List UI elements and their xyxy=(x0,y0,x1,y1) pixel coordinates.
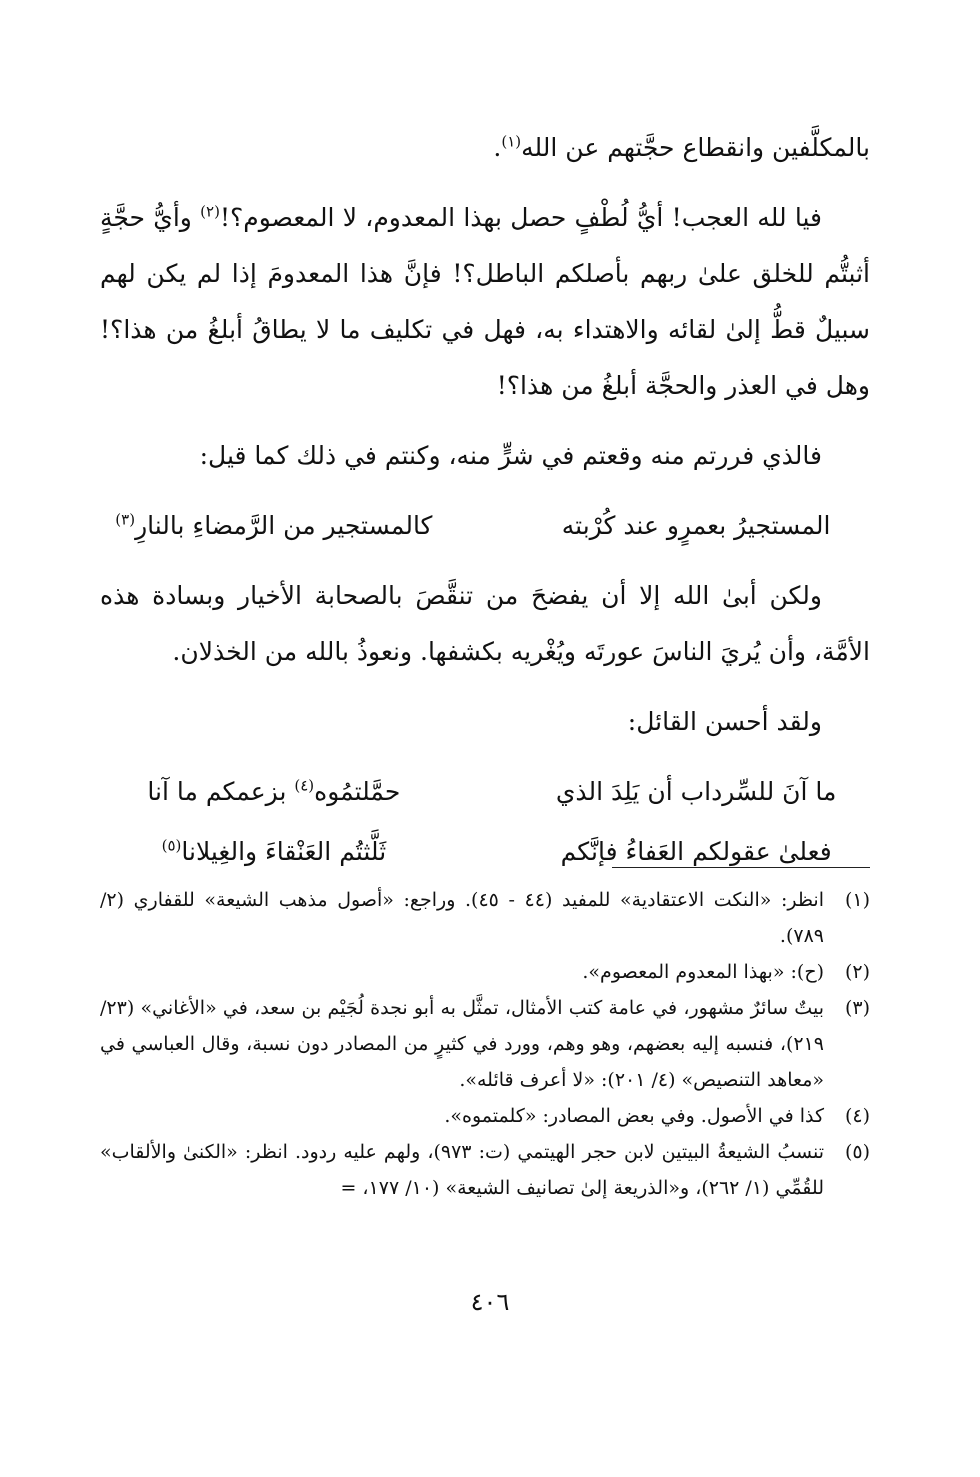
paragraph-4-text: ولكن أبىٰ الله إلا أن يفضحَ من تنقَّصَ بالصحابة الأخيار وبسادة هذه الأمَّة، وأن يُريَ الناسَ عورتَه ويُغْريه بكشفها. ونعوذُ بالله من الخذلان. xyxy=(100,581,870,666)
footnote-ref-5[interactable]: (٥) xyxy=(161,836,182,855)
footnote-number: (٥) xyxy=(844,1141,870,1163)
footnote-text: بيتٌ سائرٌ مشهور، في عامة كتب الأمثال، تمثَّل به أبو نجدة لُجَيْم بن سعد، في «الأغاني» (٢٣/ ٢١٩)، فنسبه إليه بعضهم، وهو وهم، وورد في كثيرٍ من المصادر دون نسبة، وقال العباسي في «معاهد التنصيص» (٤/ ٢٠١): «لا أعرف قائله». xyxy=(100,997,824,1091)
verse-3-first-text: فعلىٰ عقولكم العَفاءُ فإنَّكم xyxy=(560,837,832,866)
paragraph-2 xyxy=(100,190,870,414)
verse-3-first-hemistich xyxy=(530,824,862,880)
paragraph-3-text: فالذي فررتم منه وقعتم في شرٍّ منه، وكنتم في ذلك كما قيل: xyxy=(199,441,822,470)
paragraph-5 xyxy=(100,694,870,750)
footnote-3 xyxy=(100,990,870,1098)
paragraph-1-end: . xyxy=(493,133,502,162)
verse-2-second-text-a: حمَّلتمُوه xyxy=(314,777,401,806)
verse-2 xyxy=(100,764,870,820)
verse-1-first-text: المستجيرُ بعمرٍو عند كُرْبته xyxy=(561,511,831,540)
paragraph-1-text: بالمكلَّفين وانقطاع حجَّتهم عن الله xyxy=(521,133,870,162)
footnote-1 xyxy=(100,882,870,954)
footnote-text: (ح): «بهذا المعدوم المعصوم». xyxy=(582,961,824,983)
footnote-ref-3[interactable]: (٣) xyxy=(115,510,136,529)
verse-1-first-hemistich xyxy=(530,498,862,554)
main-text xyxy=(100,120,870,904)
verse-3 xyxy=(100,824,870,880)
page-number: ٤٠٦ xyxy=(470,1288,510,1316)
footnote-5 xyxy=(100,1134,870,1206)
verse-3-second-text: ثَلَّثتُم العَنْقاءَ والغِيلانا xyxy=(181,837,387,866)
footnote-number: (٢) xyxy=(844,961,870,983)
footnote-text: تنسبُ الشيعةُ البيتين لابن حجر الهيتمي (ت: ٩٧٣)، ولهم عليه ردود. انظر: «الكنىٰ والألقاب» للقُمِّي (١/ ٢٦٢)، و«الذريعة إلىٰ تصانيف الشيعة» (١٠/ ١٧٧، = xyxy=(100,1141,824,1199)
footnote-number: (٤) xyxy=(844,1105,870,1127)
verse-2-first-hemistich xyxy=(530,764,862,820)
footnote-ref-2[interactable]: (٢) xyxy=(200,202,220,221)
verse-1 xyxy=(100,498,870,554)
verse-2-second-text-b: بزعمكم ما آنا xyxy=(147,777,295,806)
verse-1-second-text: كالمستجير من الرَّمضاءِ بالنارِ xyxy=(135,511,433,540)
verse-1-second-hemistich xyxy=(108,498,440,554)
footnote-4 xyxy=(100,1098,870,1134)
footnotes xyxy=(100,882,870,1206)
poem xyxy=(100,764,870,880)
paragraph-2-text-a: فيا لله العجب! أيُّ لُطْفٍ حصل بهذا المعدوم، لا المعصوم؟! xyxy=(219,203,822,232)
verse-2-first-text: ما آنَ للسِّرداب أن يَلِدَ الذي xyxy=(555,777,837,806)
footnote-number: (١) xyxy=(844,889,870,911)
footnote-text: كذا في الأصول. وفي بعض المصادر: «كلمتموه». xyxy=(444,1105,824,1127)
paragraph-4 xyxy=(100,568,870,680)
footnote-number: (٣) xyxy=(844,997,870,1019)
footnote-separator xyxy=(612,867,870,868)
footnote-ref-1[interactable]: (١) xyxy=(501,132,522,151)
footnote-ref-4[interactable]: (٤) xyxy=(294,776,315,795)
paragraph-5-text: ولقد أحسن القائل: xyxy=(627,707,822,736)
paragraph-1 xyxy=(100,120,870,176)
paragraph-3 xyxy=(100,428,870,484)
paragraph-2-text-b: وأيُّ حجَّةٍ أثبتُّم للخلق علىٰ ربهم بأصلكم الباطل؟! فإنَّ هذا المعدومَ إذا لم يكن لهم سبيلٌ قطُّ إلىٰ لقائه والاهتداء به، فهل في تكليف ما لا يطاقُ أبلغُ من هذا؟! وهل في العذر والحجَّة أبلغُ من هذا؟! xyxy=(100,203,870,400)
footnote-text: انظر: «النكت الاعتقادية» للمفيد (٤٤ - ٤٥). وراجع: «أصول مذهب الشيعة» للقفاري (٢/ ٧٨٩). xyxy=(100,889,825,947)
footnote-2 xyxy=(100,954,870,990)
verse-2-second-hemistich xyxy=(108,764,440,820)
verse-3-second-hemistich xyxy=(108,824,440,880)
